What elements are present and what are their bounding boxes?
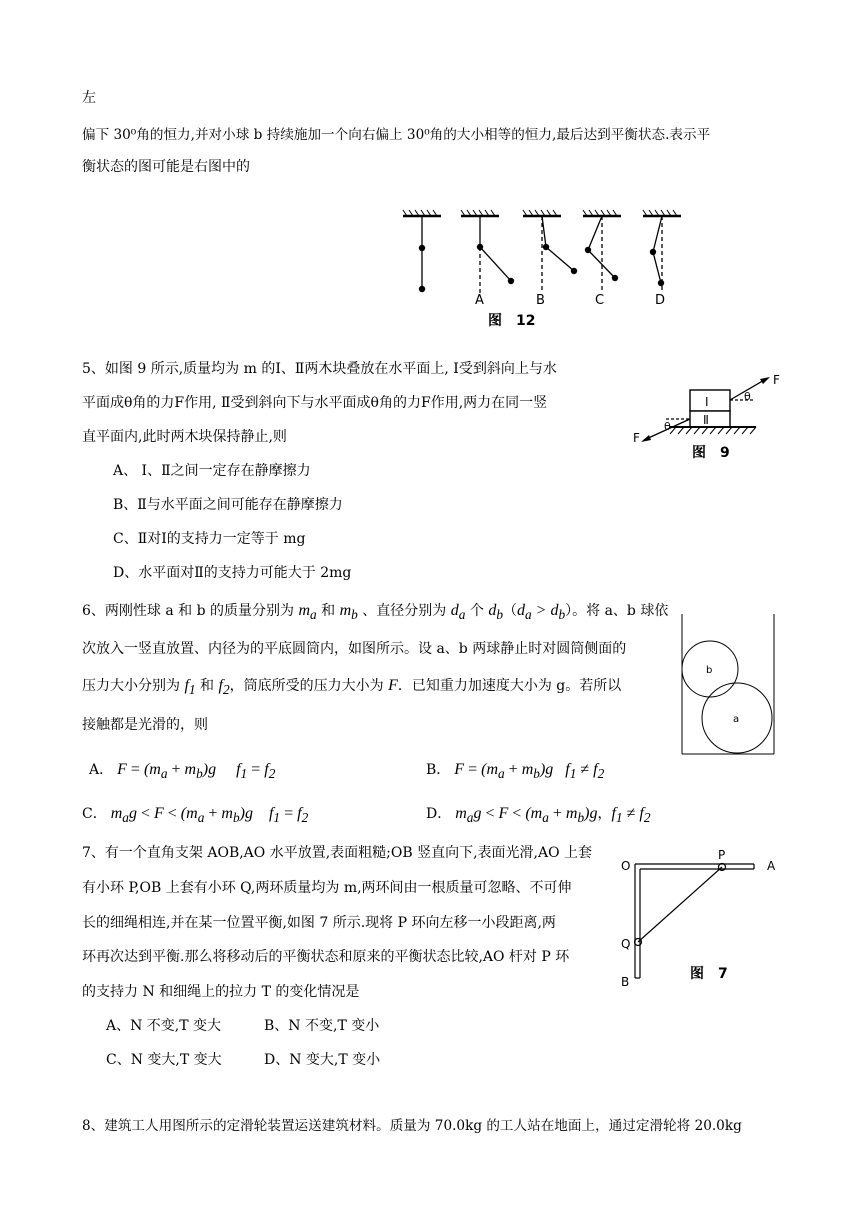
q6-line-3: 压力大小分别为 $f_1$ 和 $f_2$，筒底所受的压力大小为 F．已知重力加速度大小为 g。若所以 xyxy=(82,677,622,698)
q6-line-1: 6、两刚性球 a 和 b 的质量分别为 $m_a$ 和 $m_b$ 、直径分别为 $d_a$ 个 $d_b(d_a > d_b)$。将 a、b 球依 xyxy=(82,602,669,623)
q7-line: 长的细绳相连,并在某一位置平衡,如图 7 所示.现将 P 环向左移一小段距离,两 xyxy=(82,915,556,931)
fig12-label-b: B xyxy=(536,293,545,308)
q5-line: 5、如图 9 所示,质量均为 m 的Ⅰ、Ⅱ两木块叠放在水平面上, Ⅰ受到斜向上与水 xyxy=(82,361,557,377)
fig9-caption: 图 9 xyxy=(692,445,730,461)
fig9-angle-upper: θ xyxy=(744,390,751,403)
fig9-angle-lower: θ xyxy=(664,420,671,433)
q7-line: 7、有一个直角支架 AOB,AO 水平放置,表面粗糙;OB 竖直向下,表面光滑,AO 上套 xyxy=(82,845,593,861)
q5-option-b: B、Ⅱ与水平面之间可能存在静摩擦力 xyxy=(113,497,343,513)
q5-line: 直平面内,此时两木块保持静止,则 xyxy=(82,429,287,445)
q7-line: 环再次达到平衡.那么将移动后的平衡状态和原来的平衡状态比较,AO 杆对 P 环 xyxy=(82,949,570,965)
q6-line-2: 次放入一竖直放置、内径为的平底圆筒内，如图所示。设 a、b 两球静止时对圆筒侧面的 xyxy=(82,641,627,657)
q6-option-a: A． $F = (m_a + m_b)g$ $f_1 = f_2$ xyxy=(89,761,276,782)
q7-line: 的支持力 N 和细绳上的拉力 T 的变化情况是 xyxy=(82,984,360,1000)
fig9-force-upper: F xyxy=(773,373,780,387)
fig9-force-lower: F xyxy=(633,431,640,445)
fig7-label-q: Q xyxy=(621,937,631,951)
fig12-label-c: C xyxy=(595,293,605,308)
fig7-caption: 图 7 xyxy=(690,966,728,982)
fig7-label-b: B xyxy=(621,975,630,989)
fig7-label-o: O xyxy=(621,859,631,873)
q6-option-b: B． $F = (m_a + m_b)g$ $f_1 \ne f_2$ xyxy=(426,761,605,782)
text-line: 左 xyxy=(82,90,96,106)
text-line: 衡状态的图可能是右图中的 xyxy=(82,159,250,175)
q5-option-a: A、 Ⅰ、Ⅱ之间一定存在静摩擦力 xyxy=(113,463,311,479)
q5-line: 平面成θ角的力F作用, Ⅱ受到斜向下与水平面成θ角的力F作用,两力在同一竖 xyxy=(82,395,548,411)
figure-9 xyxy=(630,370,790,470)
fig12-label-d: D xyxy=(655,293,666,308)
q7-option-a: A、N 不变,T 变大 xyxy=(106,1018,222,1034)
q8-line: 8、建筑工人用图所示的定滑轮装置运送建筑材料。质量为 70.0kg 的工人站在地面上，通过定滑轮将 20.0kg xyxy=(82,1118,742,1134)
fig7-label-a: A xyxy=(767,859,776,873)
text-line: 偏下 30⁰角的恒力,并对小球 b 持续施加一个向右偏上 30⁰角的大小相等的恒力,最后达到平衡状态.表示平 xyxy=(82,127,711,143)
q6-option-c: C． $m_ag < F < (m_a + m_b)g$ $f_1 = f_2$ xyxy=(82,805,309,826)
fig12-caption: 图 12 xyxy=(488,313,536,329)
fig6-ball-a: a xyxy=(733,714,740,725)
figure-12 xyxy=(395,206,685,336)
q5-option-c: C、Ⅱ对Ⅰ的支持力一定等于 mg xyxy=(113,531,306,547)
q7-option-d: D、N 变大,T 变小 xyxy=(264,1052,381,1068)
fig9-block1: Ⅰ xyxy=(705,395,709,409)
q6-line-4: 接触都是光滑的，则 xyxy=(82,717,208,733)
q6-option-d: D． $m_ag < F < (m_a + m_b)g$，$f_1 \ne f_2$ xyxy=(426,805,651,826)
q7-line: 有小环 P,OB 上套有小环 Q,两环质量均为 m,两环间由一根质量可忽略、不可伸 xyxy=(82,880,572,896)
fig12-label-a: A xyxy=(475,293,484,308)
fig6-ball-b: b xyxy=(706,665,713,676)
q5-option-d: D、水平面对Ⅱ的支持力可能大于 2mg xyxy=(113,565,352,581)
q7-option-c: C、N 变大,T 变大 xyxy=(106,1052,222,1068)
figure-6 xyxy=(678,612,788,762)
figure-7 xyxy=(618,850,788,990)
fig7-label-p: P xyxy=(718,848,726,862)
fig9-block2: Ⅱ xyxy=(703,413,709,427)
q7-option-b: B、N 不变,T 变小 xyxy=(264,1018,380,1034)
